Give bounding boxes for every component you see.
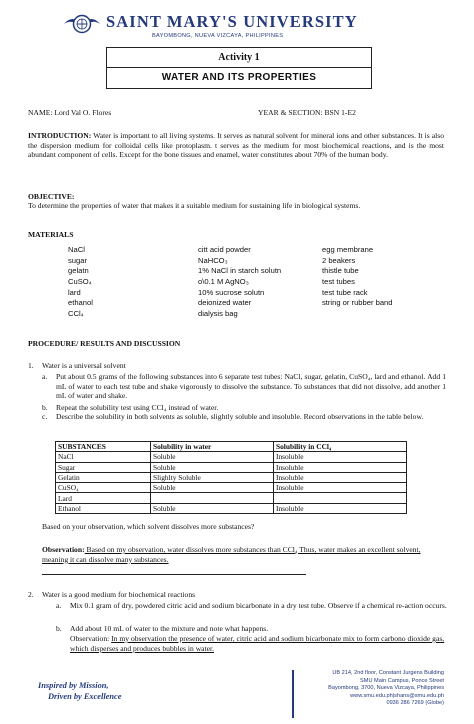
activity-title: WATER AND ITS PROPERTIES <box>161 72 317 83</box>
university-location: BAYOMBONG, NUEVA VIZCAYA, PHILIPPINES <box>152 33 284 39</box>
table-cell: Insoluble <box>274 503 407 513</box>
material-item: NaHCO₃ <box>198 255 228 265</box>
table-cell: Soluble <box>151 452 274 462</box>
introduction-paragraph <box>28 131 444 160</box>
item2b-letter: b. <box>56 624 62 633</box>
material-item: thistle tube <box>322 266 359 276</box>
material-item: deionized water <box>198 298 252 308</box>
footer-line: Bayombong, 3700, Nueva Vizcaya, Philippines <box>328 685 444 692</box>
material-item: NaCl <box>68 245 85 254</box>
solvent-question: Based on your observation, which solvent dissolves more substances? <box>42 522 255 531</box>
footer-contact <box>300 670 444 708</box>
table-cell: NaCl <box>56 452 151 462</box>
table-cell: Insoluble <box>274 452 407 462</box>
item1a-letter: a. <box>42 372 48 381</box>
material-item <box>322 309 393 320</box>
item1b-letter: b. <box>42 403 48 412</box>
table-cell: CuSO₄ <box>56 483 151 493</box>
table-row <box>56 452 407 462</box>
material-item: ethanol <box>68 298 93 308</box>
material-item: gelatn <box>68 266 89 276</box>
motto-line-1: Inspired by Mission, <box>38 681 109 690</box>
table-cell: Soluble <box>151 462 274 472</box>
objective-label: OBJECTIVE: <box>28 192 75 201</box>
item1-number: 1. <box>28 361 34 370</box>
item1c-letter: c. <box>42 412 48 421</box>
footer-motto <box>38 680 178 714</box>
table-cell: Gelatin <box>56 472 151 482</box>
student-name: NAME: Lord Val O. Flores <box>28 108 112 117</box>
column-header: Solubility in water <box>151 442 274 452</box>
item2-observation <box>70 634 446 653</box>
solubility-table <box>55 441 407 514</box>
material-item: 10% sucrose solutn <box>198 287 265 297</box>
material-item: CCl₄ <box>68 309 84 319</box>
procedure-label: PROCEDURE/ RESULTS AND DISCUSSION <box>28 339 181 348</box>
material-item: dialysis bag <box>198 309 238 319</box>
material-item: sugar <box>68 255 87 265</box>
item2-heading: Water is a good medium for biochemical reactions <box>42 590 196 599</box>
university-seal-icon <box>62 6 102 42</box>
table-row <box>56 472 407 482</box>
item1-heading: Water is a universal solvent <box>42 361 126 370</box>
materials-label: MATERIALS <box>28 230 74 239</box>
table-cell: Slighlty Soluble <box>151 472 274 482</box>
introduction-text: Water is important to all living systems. It serves as natural solvent for mineral ions and other substances. It is also the dispersion medium for colloidal cells like protoplasm. t serves as the medium for most biochemical reactions, and is the most abundant component of cells. Except for the bone tissues and enamel, water constitutes about 70% of the human body. <box>28 131 444 160</box>
material-item: 1% NaCl in starch solutn <box>198 266 282 276</box>
activity-title-box <box>106 47 372 89</box>
table-cell: Insoluble <box>274 483 407 493</box>
table-cell <box>274 493 407 503</box>
material-item: CuSO₄ <box>68 277 92 287</box>
table-cell: Insoluble <box>274 472 407 482</box>
item1c-text: Describe the solubility in both solvents as soluble, slightly soluble and insoluble. Record observations in the table below. <box>56 412 424 421</box>
table-cell: Soluble <box>151 503 274 513</box>
material-item: lard <box>68 287 81 297</box>
material-item: citt acid powder <box>198 245 251 254</box>
year-section: YEAR & SECTION: BSN 1-E2 <box>258 108 356 117</box>
table-row <box>56 503 407 513</box>
table-cell: Sugar <box>56 462 151 472</box>
observation-text: Based on my observation, water dissolves more substances than CCl₄ Thus, water makes an excellent solvent, meaning it can dissolve many substances. <box>42 545 421 564</box>
column-header: Solubility in CCl₄ <box>274 442 407 452</box>
table-row <box>56 483 407 493</box>
column-header: SUBSTANCES <box>56 442 151 452</box>
table-header-row <box>56 442 407 452</box>
motto-line-2: Driven by Excellence <box>48 692 122 701</box>
material-item: o\0.1 M AgNO₃ <box>198 277 249 287</box>
material-item: 2 beakers <box>322 255 356 265</box>
activity-number: Activity 1 <box>107 48 371 68</box>
material-item: test tube rack <box>322 287 368 297</box>
item2-observation-text: In my observation the presence of water, citric acid and sodium bicarbonate mix to form carbono dioxide gas, which disperses and produces bubbles in water. <box>70 634 445 653</box>
item1b-text: Repeat the solubility test using CCl₄ instead of water. <box>56 403 219 412</box>
university-name: SAINT MARY'S UNIVERSITY <box>106 12 358 31</box>
table-cell: Insoluble <box>274 462 407 472</box>
footer-line: SMU Main Campus, Ponce Street <box>360 677 444 684</box>
introduction-label: INTRODUCTION: <box>28 131 92 140</box>
footer-line: www.smu.edu.ph|shans@smu.edu.ph <box>350 692 444 699</box>
observation-label: Observation: <box>42 545 85 554</box>
answer-line <box>42 574 306 575</box>
materials-list <box>68 245 393 320</box>
table-cell <box>151 493 274 503</box>
table-row <box>56 493 407 503</box>
table-cell: Lard <box>56 493 151 503</box>
item1a-text: Put about 0.5 grams of the following substances into 6 separate test tubes: NaCl, sugar, gelatin, CuSO₄, lard and ethanol. Add 1 mL of water to each test tube and shake vigorously to dissolve the substance. To substances that did not dissolve, add another 1 mL of water and shake. <box>56 372 446 401</box>
item2a-text: Mix 0.1 gram of dry, powdered citric acid and sodium bicarbonate in a dry test tube. Observe if a chemical re-action occurs. <box>70 601 447 610</box>
footer-divider <box>292 670 294 718</box>
objective-text: To determine the properties of water that makes it a suitable medium for sustaining life in biological systems. <box>28 201 361 210</box>
item2-observation-label: Observation: <box>70 634 112 643</box>
table-cell: Ethanol <box>56 503 151 513</box>
material-item: test tubes <box>322 277 355 287</box>
observation-paragraph <box>42 545 446 564</box>
table-cell: Soluble <box>151 483 274 493</box>
footer-line: UB 214, 2nd floor, Constant Jurgens Building <box>332 670 444 676</box>
material-item: string or rubber band <box>322 298 393 308</box>
item2-number: 2. <box>28 590 34 599</box>
item2a-letter: a. <box>56 601 62 610</box>
table-row <box>56 462 407 472</box>
item2b-text: Add about 10 mL of water to the mixture and note what happens. <box>70 624 269 633</box>
footer-line: 0936 286 7269 (Globe) <box>386 700 444 707</box>
material-item: egg membrane <box>322 245 374 254</box>
